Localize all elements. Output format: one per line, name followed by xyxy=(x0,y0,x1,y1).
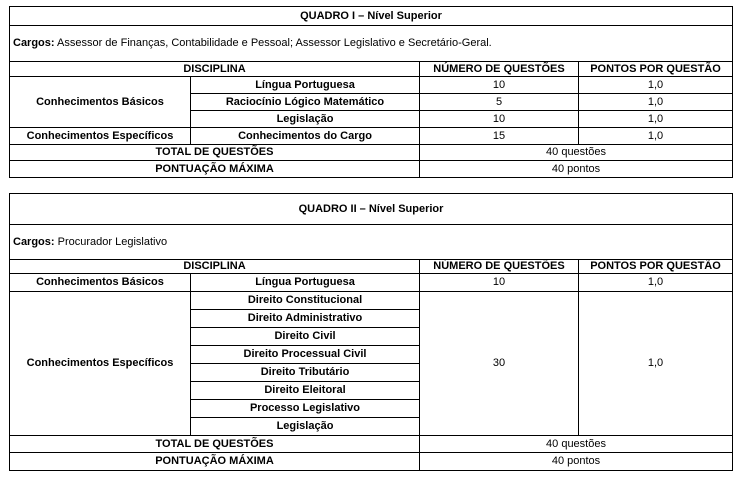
disciplina-cell: Língua Portuguesa xyxy=(191,274,420,292)
disciplina-cell: Direito Eleitoral xyxy=(191,382,420,400)
total-questoes-value: 40 questões xyxy=(420,436,733,453)
group-conhecimentos-especificos: Conhecimentos Específicos xyxy=(10,128,191,145)
pontuacao-maxima-label: PONTUAÇÃO MÁXIMA xyxy=(10,453,420,471)
quadro-1-title: QUADRO I – Nível Superior xyxy=(10,7,733,26)
disciplina-cell: Língua Portuguesa xyxy=(191,77,420,94)
total-questoes-value: 40 questões xyxy=(420,145,733,161)
header-pontos-questao: PONTOS POR QUESTÃO xyxy=(579,62,733,77)
numero-cell: 30 xyxy=(420,292,579,436)
numero-cell: 10 xyxy=(420,274,579,292)
table-row xyxy=(10,274,733,292)
quadro-2-table xyxy=(9,193,733,471)
numero-cell: 5 xyxy=(420,94,579,111)
pontos-cell: 1,0 xyxy=(579,292,733,436)
pontos-cell: 1,0 xyxy=(579,274,733,292)
header-numero-questoes: NÚMERO DE QUESTÕES xyxy=(420,260,579,274)
numero-cell: 10 xyxy=(420,77,579,94)
quadro-1-cargos xyxy=(10,26,733,62)
cargos-label: Cargos: xyxy=(13,235,55,248)
pontuacao-maxima-label: PONTUAÇÃO MÁXIMA xyxy=(10,161,420,178)
cargos-value: Assessor de Finanças, Contabilidade e Pessoal; Assessor Legislativo e Secretário-Geral. xyxy=(54,37,492,49)
header-disciplina: DISCIPLINA xyxy=(10,260,420,274)
pontos-cell: 1,0 xyxy=(579,77,733,94)
group-conhecimentos-especificos: Conhecimentos Específicos xyxy=(10,292,191,436)
disciplina-cell: Direito Civil xyxy=(191,328,420,346)
disciplina-cell: Legislação xyxy=(191,418,420,436)
pontos-cell: 1,0 xyxy=(579,111,733,128)
disciplina-cell: Processo Legislativo xyxy=(191,400,420,418)
pontuacao-maxima-value: 40 pontos xyxy=(420,161,733,178)
pontos-cell: 1,0 xyxy=(579,94,733,111)
disciplina-cell: Direito Administrativo xyxy=(191,310,420,328)
table-row xyxy=(10,128,733,145)
cargos-value: Procurador Legislativo xyxy=(54,235,168,248)
header-numero-questoes: NÚMERO DE QUESTÕES xyxy=(420,62,579,77)
total-questoes-label: TOTAL DE QUESTÕES xyxy=(10,436,420,453)
table-row xyxy=(10,292,733,310)
disciplina-cell: Conhecimentos do Cargo xyxy=(191,128,420,145)
quadro-2-title: QUADRO II – Nível Superior xyxy=(10,194,733,225)
header-disciplina: DISCIPLINA xyxy=(10,62,420,77)
numero-cell: 10 xyxy=(420,111,579,128)
group-conhecimentos-basicos: Conhecimentos Básicos xyxy=(10,77,191,128)
disciplina-cell: Raciocínio Lógico Matemático xyxy=(191,94,420,111)
disciplina-cell: Direito Tributário xyxy=(191,364,420,382)
group-conhecimentos-basicos: Conhecimentos Básicos xyxy=(10,274,191,292)
total-questoes-label: TOTAL DE QUESTÕES xyxy=(10,145,420,161)
table-row xyxy=(10,77,733,94)
pontos-cell: 1,0 xyxy=(579,128,733,145)
disciplina-cell: Direito Constitucional xyxy=(191,292,420,310)
header-pontos-questao: PONTOS POR QUESTÃO xyxy=(579,260,733,274)
disciplina-cell: Legislação xyxy=(191,111,420,128)
quadro-1-table xyxy=(9,6,733,178)
cargos-label: Cargos: xyxy=(13,37,55,49)
pontuacao-maxima-value: 40 pontos xyxy=(420,453,733,471)
quadro-2-cargos xyxy=(10,225,733,260)
numero-cell: 15 xyxy=(420,128,579,145)
disciplina-cell: Direito Processual Civil xyxy=(191,346,420,364)
